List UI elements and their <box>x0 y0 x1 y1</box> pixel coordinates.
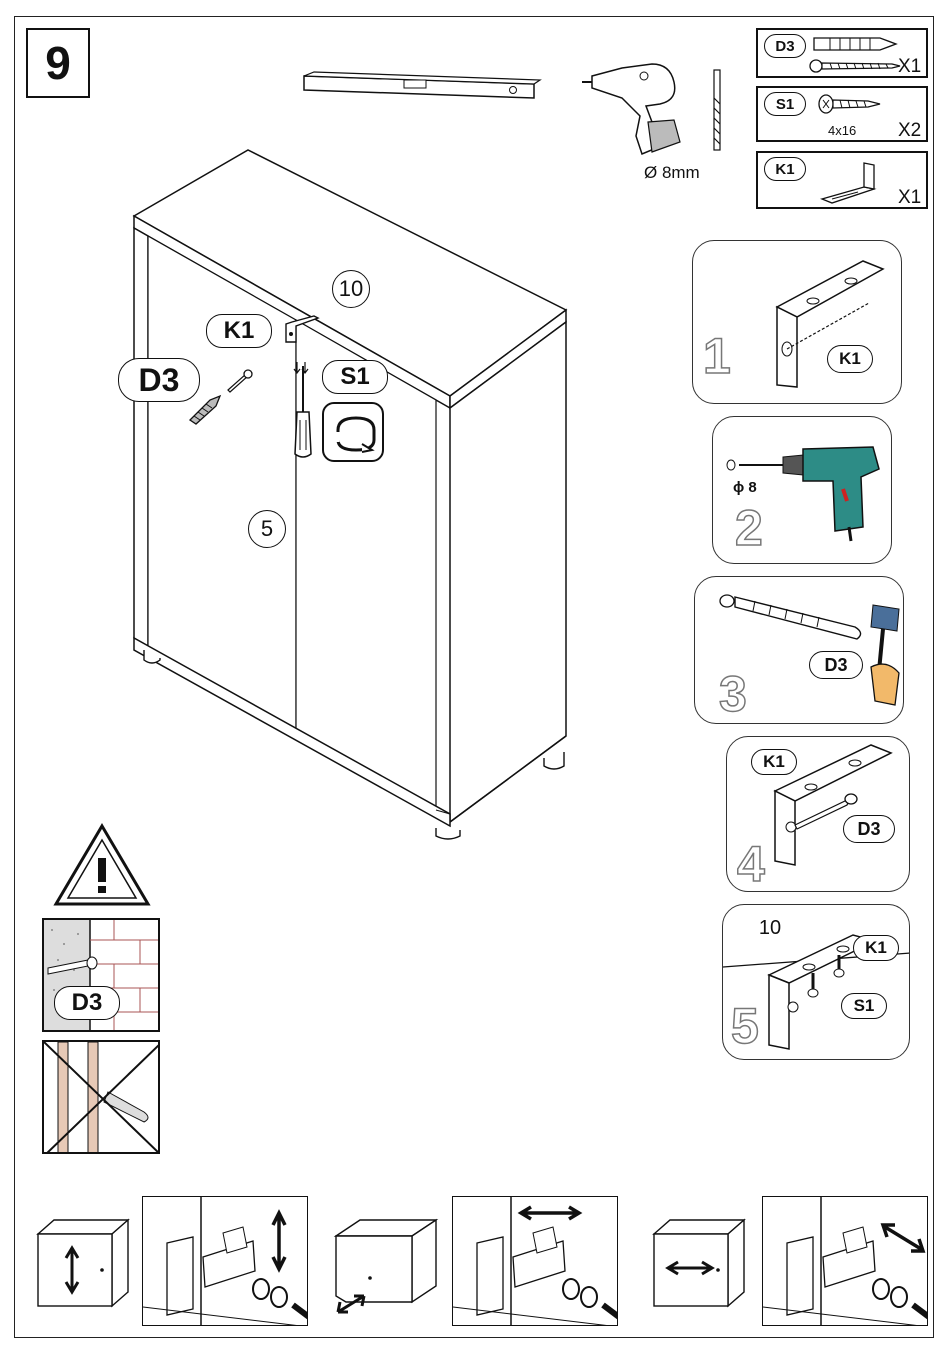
substep-label: K1 <box>751 749 797 775</box>
part-code-k1: K1 <box>764 157 806 181</box>
label-d3: D3 <box>118 358 200 402</box>
wall-ok-label: D3 <box>54 986 120 1020</box>
substep-label: K1 <box>827 345 873 373</box>
adjust-horizontal-cabinet <box>648 1216 752 1308</box>
drill-icon <box>582 56 702 166</box>
wall-plug-icon <box>810 34 902 54</box>
label-s1: S1 <box>322 360 388 394</box>
spirit-level-icon <box>300 70 540 104</box>
part-size-s1: 4x16 <box>828 123 857 138</box>
drill-bit-icon <box>708 68 728 154</box>
part-code-s1: S1 <box>764 92 806 116</box>
panel-number-10: 10 <box>332 270 370 308</box>
panel-number-5: 5 <box>248 510 286 548</box>
substep-label: D3 <box>843 815 895 843</box>
hammer-icon <box>865 601 904 711</box>
part-qty-k1: X1 <box>898 187 922 208</box>
part-box-s1 <box>756 86 928 142</box>
rotate-icon <box>322 402 384 462</box>
substep-number: 2 <box>735 500 763 556</box>
screw-icon <box>224 368 254 394</box>
wall-correct-panel <box>42 918 160 1032</box>
angle-bracket-icon <box>284 316 320 344</box>
panel-number-10: 10 <box>753 911 787 945</box>
substep-number: 4 <box>737 836 765 892</box>
cabinet-illustration <box>130 146 570 836</box>
substep-label: S1 <box>841 993 887 1019</box>
hinge-adjust-horizontal <box>762 1196 928 1326</box>
part-qty-s1: X2 <box>898 120 922 141</box>
substep-number: 3 <box>719 666 747 722</box>
adjust-vertical-cabinet <box>32 1216 136 1308</box>
substep-1 <box>692 240 902 404</box>
screw-icon <box>808 58 902 74</box>
part-qty-d3: X1 <box>898 56 922 77</box>
wall-incorrect-panel <box>42 1040 160 1154</box>
screwdriver-icon <box>292 362 314 462</box>
substep-label: ϕ 8 <box>733 479 757 496</box>
angle-bracket-icon <box>818 159 880 205</box>
substep-3 <box>694 576 904 724</box>
hinge-adjust-depth <box>452 1196 618 1326</box>
part-box-k1 <box>756 151 928 209</box>
wall-plug-icon <box>715 587 865 637</box>
substep-number: 1 <box>703 328 731 384</box>
substep-number: 5 <box>731 998 759 1054</box>
part-box-d3 <box>756 28 928 78</box>
part-code-d3: D3 <box>764 34 806 58</box>
hinge-adjust-vertical <box>142 1196 308 1326</box>
warning-icon <box>52 822 152 908</box>
adjust-depth-cabinet <box>330 1216 440 1316</box>
substep-2 <box>712 416 892 564</box>
step-number: 9 <box>26 28 90 98</box>
substep-label: K1 <box>853 935 899 961</box>
screw-icon <box>818 92 884 116</box>
substep-4 <box>726 736 910 892</box>
substep-5 <box>722 904 910 1060</box>
label-k1: K1 <box>206 314 272 348</box>
drill-diameter-label: Ø 8mm <box>644 163 700 182</box>
substep-label: D3 <box>809 651 863 679</box>
